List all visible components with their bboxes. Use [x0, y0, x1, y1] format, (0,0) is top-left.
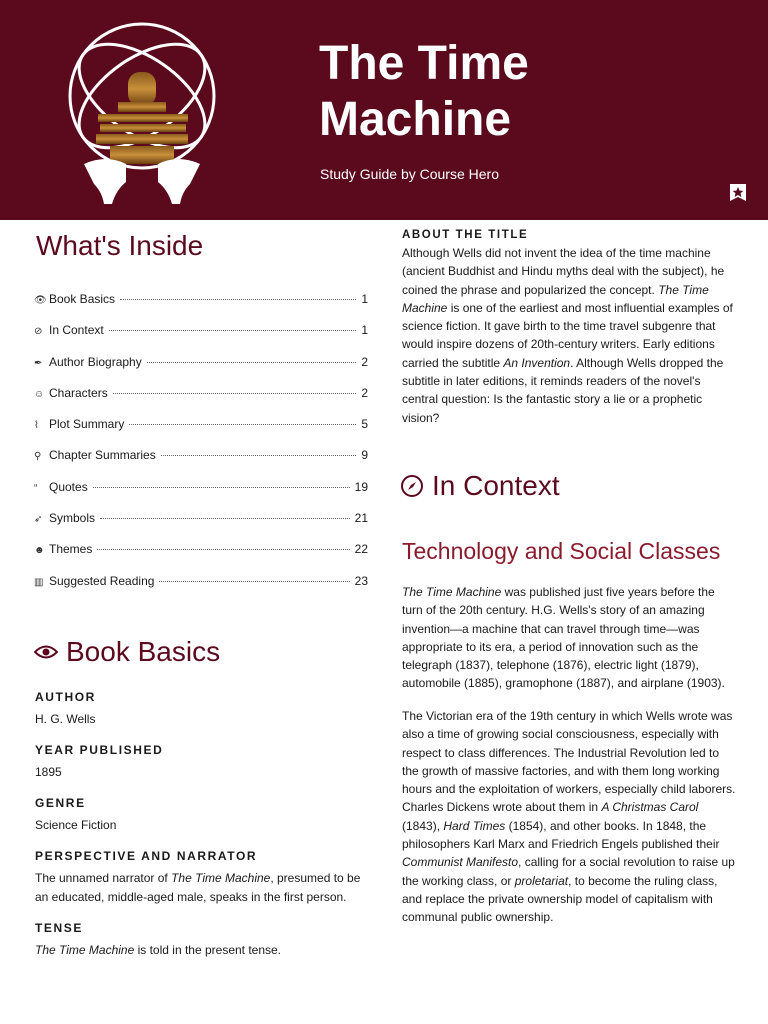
toc-leader — [120, 299, 356, 300]
text-run: The Victorian era of the 19th century in which Wells wrote was also a time of growing social consciousness, especially with respect to class differences. The Industrial Revolution led to the growth of massive factories, and with them long working hours and the exploitation of workers, especially child laborers. Charles Dickens wrote about them in — [402, 709, 736, 815]
about-title-label: ABOUT THE TITLE — [402, 229, 529, 241]
text-run: , to become the ruling class, and replace the private ownership model of capitalism with communal public ownership. — [402, 873, 718, 925]
context-paragraph-1 — [402, 583, 736, 693]
quote-icon: “ — [34, 482, 38, 494]
genre-value: Science Fiction — [35, 818, 117, 832]
table-of-contents — [34, 292, 368, 605]
toc-item-quotes[interactable] — [34, 480, 368, 511]
toc-item-plot-summary[interactable] — [34, 417, 368, 448]
toc-label: Symbols — [49, 511, 96, 526]
text-run: , calling for a social revolution to raise up the working class, or — [402, 855, 735, 888]
books-icon: ▥ — [34, 576, 44, 588]
perspective-label: PERSPECTIVE AND NARRATOR — [35, 849, 258, 863]
toc-leader — [113, 393, 357, 394]
section-subheading: Technology and Social Classes — [402, 538, 721, 564]
toc-leader — [147, 362, 357, 363]
toc-page: 22 — [354, 542, 368, 557]
toc-page: 9 — [361, 448, 368, 463]
bookmark-star-icon[interactable] — [728, 183, 748, 203]
context-paragraph-2 — [402, 707, 736, 927]
compass-icon — [400, 474, 424, 498]
toc-leader — [97, 549, 349, 550]
author-label: AUTHOR — [35, 690, 96, 704]
text-run: (1854), and other books. In 1848, the philosophers Karl Marx and Friedrich Engels published their — [402, 818, 720, 852]
text-run: is one of the earliest and most influential examples of science fiction. It gave birth to the time travel subgenre that would inspire dozens of 20th-century writers. Early editions carried the subtitle — [402, 300, 733, 370]
toc-item-book-basics[interactable] — [34, 292, 368, 323]
toc-label: Author Biography — [49, 354, 142, 369]
compass-icon: ⊘ — [34, 326, 43, 338]
book-title-italic: Communist Manifesto — [402, 855, 519, 870]
toc-label: Plot Summary — [49, 417, 125, 432]
whats-inside-heading: What's Inside — [36, 230, 204, 261]
toc-leader — [159, 581, 349, 582]
text-run: The unnamed narrator of — [35, 871, 172, 885]
toc-item-characters[interactable] — [34, 386, 368, 417]
masks-icon: ☻ — [34, 545, 45, 557]
toc-page: 2 — [361, 385, 368, 400]
book-title-italic: The Time Machine — [171, 871, 271, 885]
text-run: was published just five years before the turn of the 20th century. H.G. Wells's story of an amazing invention—a machine that can travel through time—was appropriate to its era, a period of innovation such as the telegraph (1837), telephone (1876), electric light (1879), automobile (1885), gramophone (1887), and airplane (1903). — [402, 585, 725, 691]
book-title-italic: The Time Machine — [35, 943, 135, 957]
time-machine-logo — [66, 14, 218, 210]
year-label: YEAR PUBLISHED — [35, 743, 164, 757]
about-title-text — [402, 244, 736, 427]
toc-page: 1 — [361, 323, 368, 338]
text-run: (1843), — [402, 818, 444, 833]
toc-leader — [129, 424, 356, 425]
magnifier-icon: ⚲ — [34, 451, 42, 463]
toc-item-chapter-summaries[interactable] — [34, 448, 368, 479]
author-value: H. G. Wells — [35, 712, 96, 726]
header-banner — [0, 0, 768, 220]
toc-label: Themes — [49, 542, 93, 557]
toc-page: 2 — [361, 354, 368, 369]
book-title-italic: Hard Times — [443, 818, 506, 833]
chart-icon: ⌇ — [34, 420, 39, 432]
toc-label: Suggested Reading — [49, 573, 155, 588]
book-basics-title: Book Basics — [66, 636, 221, 667]
bird-icon: ➶ — [34, 514, 43, 526]
eye-icon: 👁 — [34, 295, 47, 306]
toc-page: 19 — [354, 479, 368, 494]
book-basics-heading — [34, 636, 220, 668]
year-value: 1895 — [35, 765, 62, 779]
toc-item-themes[interactable] — [34, 542, 368, 573]
eye-icon — [34, 644, 58, 660]
toc-page: 23 — [354, 573, 368, 588]
toc-item-in-context[interactable] — [34, 323, 368, 354]
pen-nib-icon: ✒ — [34, 357, 43, 369]
toc-item-author-biography[interactable] — [34, 355, 368, 386]
toc-leader — [161, 455, 357, 456]
page-title: The Time Machine — [319, 37, 529, 146]
toc-label: Chapter Summaries — [49, 448, 156, 463]
toc-leader — [100, 518, 350, 519]
text-run: Although Wells did not invent the idea of the time machine (ancient Buddhist and Hindu myths deal with the subject), he coined the phrase and popularized the concept. — [402, 246, 725, 297]
toc-label: In Context — [49, 323, 104, 338]
genre-label: GENRE — [35, 796, 86, 810]
book-title-italic: The Time Machine — [402, 585, 502, 599]
text-run: , presumed to be an educated, middle-aged male, speaks in the first person. — [35, 871, 361, 904]
book-title-italic: The Time Machine — [402, 282, 709, 315]
text-run: . Although Wells dropped the subtitle in later editions, it reminds readers of the novel's central question: Is the fantastic story a lie or a prophetic vision? — [402, 355, 724, 425]
book-facts — [35, 690, 370, 974]
book-title-italic: A Christmas Carol — [601, 800, 699, 815]
tense-value — [35, 941, 370, 960]
toc-label: Book Basics — [49, 292, 116, 306]
toc-leader — [93, 487, 350, 488]
text-run: is told in the present tense. — [134, 943, 282, 957]
toc-page: 5 — [361, 417, 368, 432]
toc-item-suggested-reading[interactable] — [34, 574, 368, 605]
subtitle-italic: An Invention — [503, 355, 571, 370]
perspective-value — [35, 869, 370, 907]
toc-leader — [109, 330, 357, 331]
people-icon: ☺ — [34, 388, 45, 400]
in-context-title: In Context — [432, 470, 560, 501]
tense-label: TENSE — [35, 921, 84, 935]
term-italic: proletariat — [514, 873, 569, 888]
toc-page: 21 — [354, 511, 368, 526]
page-subtitle: Study Guide by Course Hero — [320, 166, 499, 182]
toc-label: Characters — [49, 385, 108, 400]
toc-page: 1 — [361, 292, 368, 306]
toc-label: Quotes — [49, 479, 88, 494]
toc-item-symbols[interactable] — [34, 511, 368, 542]
in-context-heading — [400, 470, 560, 502]
